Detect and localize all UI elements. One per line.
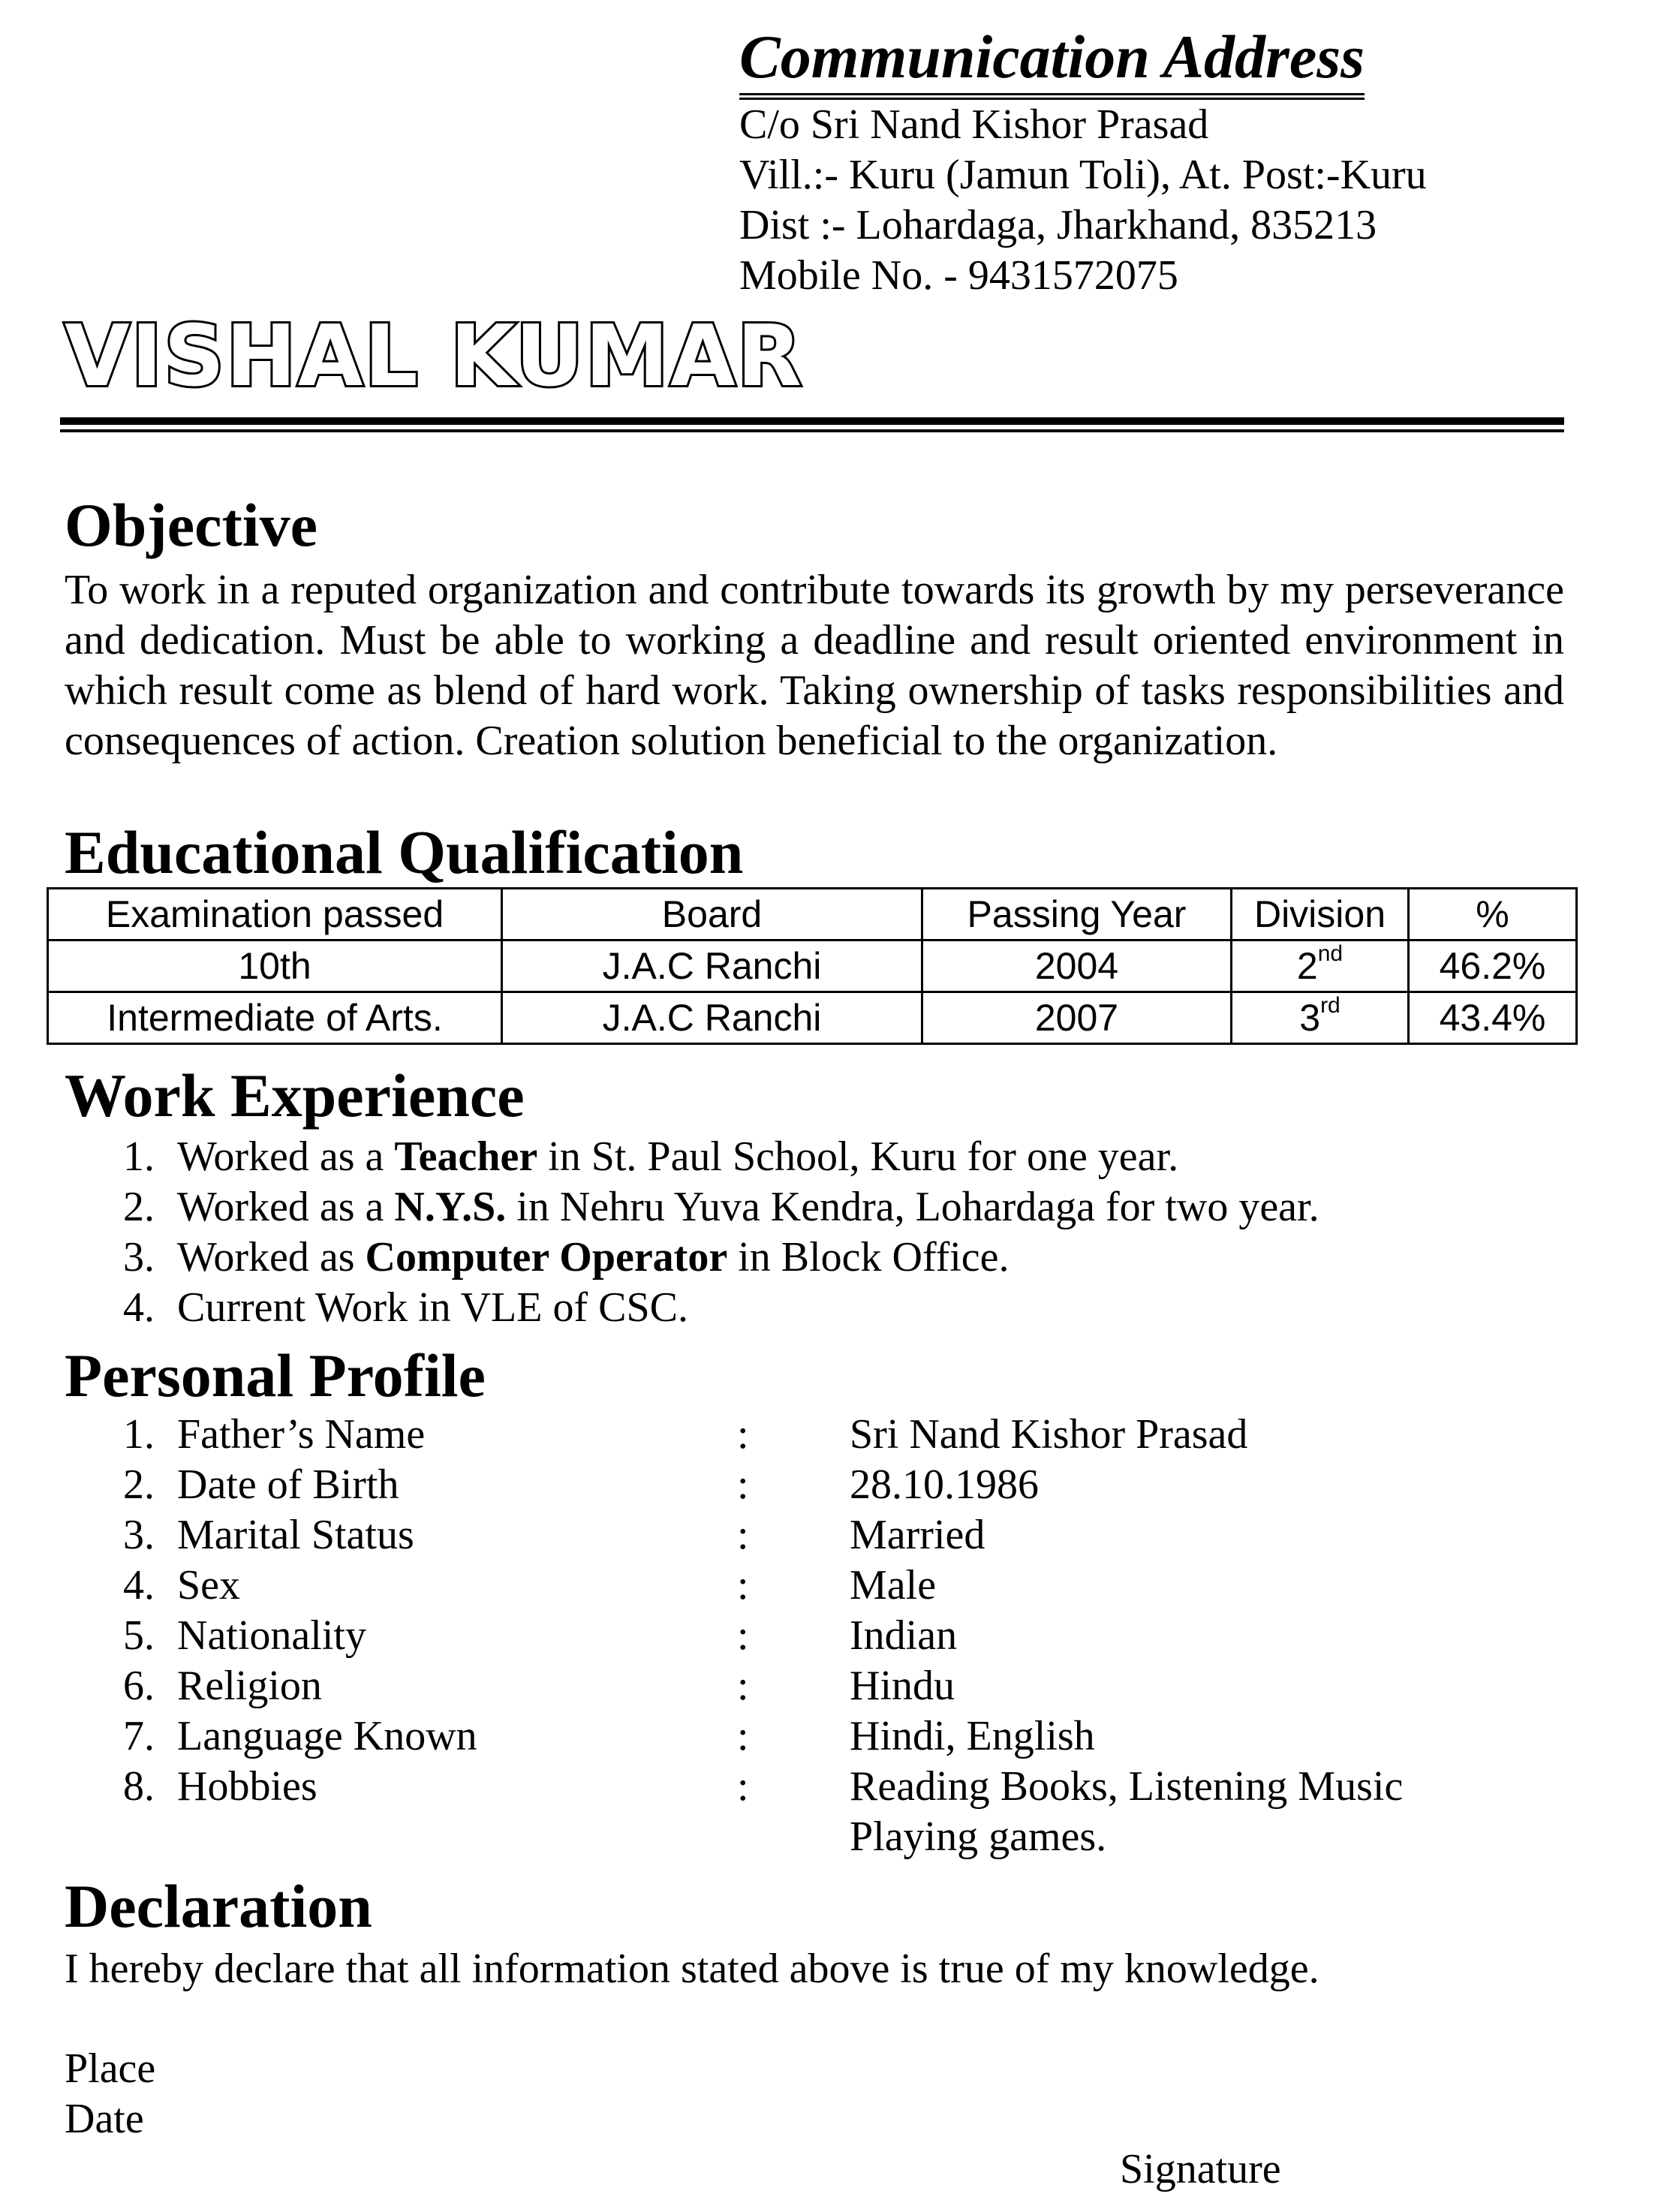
work-heading: Work Experience [65, 1061, 525, 1130]
profile-row-language-known [0, 1711, 1576, 1762]
division-suffix: nd [1317, 941, 1344, 967]
address-line-district: Dist :- Lohardaga, Jharkhand, 835213 [739, 202, 1377, 248]
work-text-pre: Worked as a [177, 1133, 395, 1180]
declaration-heading: Declaration [65, 1872, 372, 1940]
cell-exam: Intermediate of Arts. [48, 992, 502, 1044]
address-line-care-of: C/o Sri Nand Kishor Prasad [739, 101, 1209, 148]
communication-address [739, 21, 1427, 301]
profile-value: Hindu [850, 1663, 955, 1709]
profile-label: Father’s Name [177, 1411, 426, 1458]
cell-year: 2007 [922, 992, 1232, 1044]
candidate-name: VISHAL KUMAR [65, 308, 803, 405]
header-passing-year: Passing Year [922, 889, 1232, 940]
cell-percent: 43.4% [1409, 992, 1577, 1044]
profile-label: Nationality [177, 1612, 366, 1659]
work-text-post: in Nehru Yuva Kendra, Lohardaga for two year. [506, 1184, 1319, 1230]
address-title: Communication Address [739, 21, 1365, 100]
list-text [177, 1132, 1178, 1182]
division-number: 2 [1296, 945, 1318, 987]
cell-board: J.A.C Ranchi [502, 940, 922, 992]
profile-label: Date of Birth [177, 1461, 399, 1508]
address-line-mobile: Mobile No. - 9431572075 [739, 252, 1178, 299]
list-number: 5. [123, 1612, 155, 1659]
education-table [47, 887, 1578, 1045]
list-number: 1. [123, 1133, 155, 1180]
profile-colon: : [737, 1612, 749, 1659]
list-number: 3. [123, 1234, 155, 1281]
work-role: Computer Operator [365, 1234, 728, 1281]
profile-colon: : [737, 1411, 749, 1458]
profile-value: Reading Books, Listening Music [850, 1763, 1404, 1810]
profile-heading: Personal Profile [65, 1341, 486, 1410]
profile-value: 28.10.1986 [850, 1461, 1039, 1508]
profile-label: Language Known [177, 1713, 477, 1759]
name-divider-thin [60, 429, 1564, 432]
profile-row-nationality [0, 1611, 1576, 1661]
division-number: 3 [1299, 997, 1321, 1039]
list-number: 6. [123, 1663, 155, 1709]
profile-row-hobbies-continued [0, 1812, 1576, 1862]
table-row [48, 992, 1577, 1044]
work-text-pre: Current Work in VLE of CSC. [177, 1284, 688, 1331]
declaration-text: I hereby declare that all information stated above is true of my knowledge. [65, 1946, 1319, 1992]
header-percent: % [1409, 889, 1577, 940]
education-heading: Educational Qualification [65, 818, 744, 886]
date-label: Date [65, 2096, 144, 2142]
profile-value: Hindi, English [850, 1713, 1095, 1759]
profile-colon: : [737, 1663, 749, 1709]
profile-label: Marital Status [177, 1512, 414, 1558]
profile-label: Religion [177, 1663, 322, 1709]
profile-colon: : [737, 1713, 749, 1759]
profile-value: Male [850, 1562, 937, 1609]
cell-percent: 46.2% [1409, 940, 1577, 992]
profile-row-religion [0, 1661, 1576, 1711]
place-label: Place [65, 2045, 156, 2092]
list-text [177, 1182, 1319, 1232]
list-text [177, 1232, 1010, 1283]
profile-colon: : [737, 1461, 749, 1508]
list-number: 8. [123, 1763, 155, 1810]
list-number: 2. [123, 1461, 155, 1508]
objective-heading: Objective [65, 491, 317, 559]
list-number: 7. [123, 1713, 155, 1759]
profile-value: Sri Nand Kishor Prasad [850, 1411, 1248, 1458]
profile-row-marital-status [0, 1510, 1576, 1560]
list-number: 3. [123, 1512, 155, 1558]
work-text-post: in St. Paul School, Kuru for one year. [537, 1133, 1179, 1180]
header-division: Division [1232, 889, 1409, 940]
header-board: Board [502, 889, 922, 940]
profile-value: Playing games. [850, 1813, 1107, 1860]
profile-label: Sex [177, 1562, 240, 1609]
list-number: 4. [123, 1562, 155, 1609]
work-text-post: in Block Office. [727, 1234, 1010, 1281]
cell-exam: 10th [48, 940, 502, 992]
cell-year: 2004 [922, 940, 1232, 992]
list-text [177, 1283, 688, 1333]
profile-row-hobbies [0, 1762, 1576, 1812]
division-suffix: rd [1320, 993, 1341, 1019]
work-role: Teacher [394, 1133, 538, 1180]
objective-text: To work in a reputed organization and contribute towards its growth by my perseverance and dedication. Must be able to working a deadline and result oriented environment in which result come as blend of hard work. Taking ownership of tasks responsibilities and consequences of action. Creation solution beneficial to the organization. [65, 567, 1564, 764]
profile-colon: : [737, 1763, 749, 1810]
cell-division [1232, 992, 1409, 1044]
profile-colon: : [737, 1512, 749, 1558]
profile-label: Hobbies [177, 1763, 317, 1810]
cell-board: J.A.C Ranchi [502, 992, 922, 1044]
profile-value: Married [850, 1512, 985, 1558]
signature-label: Signature [1120, 2146, 1281, 2192]
work-text-pre: Worked as [177, 1234, 366, 1281]
table-header-row [48, 889, 1577, 940]
list-number: 4. [123, 1284, 155, 1331]
list-number: 2. [123, 1184, 155, 1230]
list-number: 1. [123, 1411, 155, 1458]
address-line-village: Vill.:- Kuru (Jamun Toli), At. Post:-Kuru [739, 152, 1427, 198]
header-examination: Examination passed [48, 889, 502, 940]
profile-colon: : [737, 1562, 749, 1609]
profile-value: Indian [850, 1612, 958, 1659]
profile-row-fathers-name [0, 1410, 1576, 1460]
work-role: N.Y.S. [394, 1184, 507, 1230]
table-row [48, 940, 1577, 992]
profile-row-sex [0, 1560, 1576, 1611]
name-divider [60, 417, 1564, 425]
cell-division [1232, 940, 1409, 992]
profile-row-date-of-birth [0, 1460, 1576, 1510]
work-text-pre: Worked as a [177, 1184, 395, 1230]
